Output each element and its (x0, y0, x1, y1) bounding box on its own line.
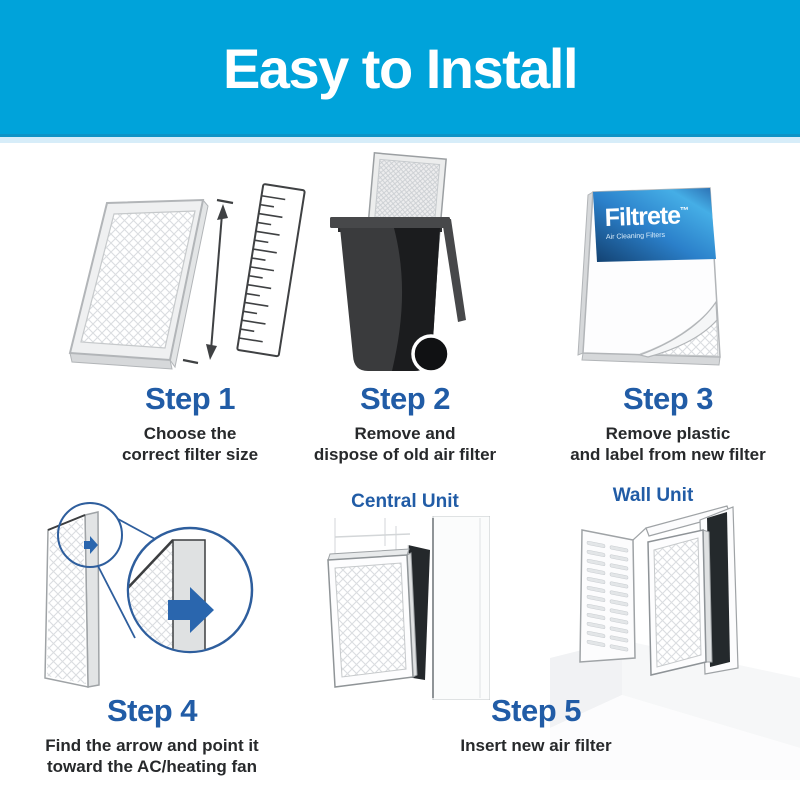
new-filter-icon (328, 549, 417, 687)
step-5-block (411, 693, 661, 756)
header-banner (0, 0, 800, 137)
step-5-title: Step 5 (490, 693, 582, 728)
filtrete-package-illustration (570, 176, 760, 376)
package-subtitle: Air Cleaning Filters (605, 231, 666, 241)
step-1-description: Choose the correct filter size (121, 424, 259, 464)
step-3-description: Remove plastic and label from new filter (570, 424, 766, 464)
air-filter-side-icon (45, 512, 99, 687)
louver-door-icon (580, 528, 646, 662)
step-2-title: Step 2 (359, 381, 451, 416)
page-title: Easy to Install (222, 37, 578, 100)
step-2-block (283, 381, 527, 465)
step-4-title: Step 4 (106, 693, 198, 728)
filter-and-ruler-illustration (48, 162, 316, 374)
trash-bin-icon (330, 217, 466, 372)
trash-bin-illustration (318, 150, 488, 382)
central-unit-label: Central Unit (351, 491, 459, 512)
filtrete-brand-wordmark: Filtrete™ (604, 201, 689, 232)
wall-unit-label: Wall Unit (612, 485, 694, 506)
new-filter-icon (648, 530, 712, 675)
step-3-block (542, 381, 794, 465)
ruler-icon (237, 184, 305, 357)
airflow-arrow-illustration (22, 486, 314, 694)
step-4-description: Find the arrow and point it toward the AC/heating fan (45, 736, 259, 776)
step-3-title: Step 3 (622, 381, 714, 416)
step-2-description: Remove and dispose of old air filter (313, 424, 497, 464)
air-filter-icon (70, 200, 208, 369)
central-unit-illustration (316, 516, 490, 700)
step-5-description: Insert new air filter (460, 736, 612, 755)
bin-wheel-icon (413, 336, 449, 372)
step-1-title: Step 1 (144, 381, 236, 416)
step-1-block (60, 381, 320, 465)
step-4-block (12, 693, 292, 777)
filtrete-package-icon (578, 188, 720, 365)
